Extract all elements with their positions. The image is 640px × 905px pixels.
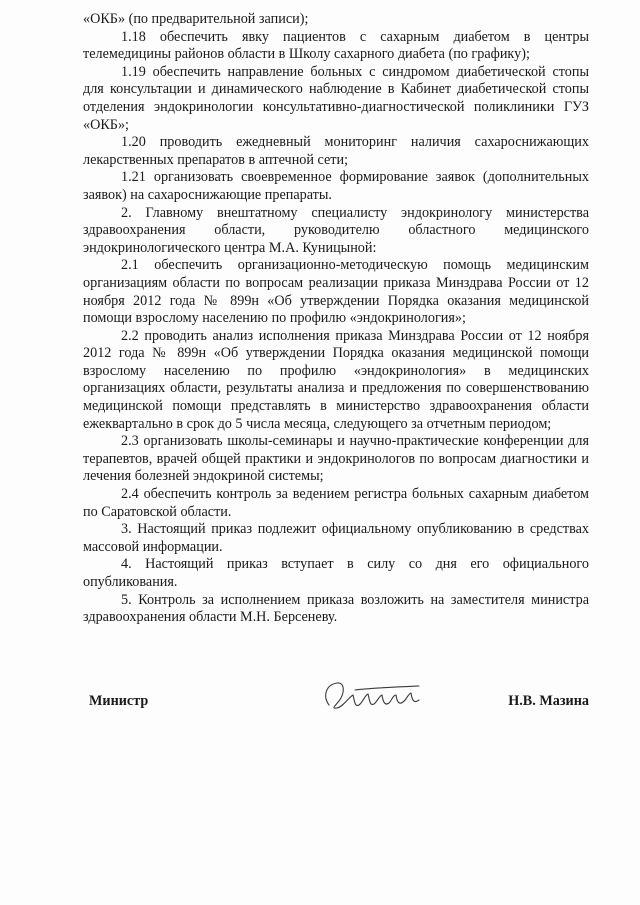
paragraph-item-2-3: 2.3 организовать школы-семинары и научно-практические конференции для терапевтов, врачей общей практики и эндокринологов по вопросам диагностики и лечения болезней эндокриной системы; bbox=[83, 433, 589, 485]
document-body bbox=[83, 11, 589, 627]
paragraph-item-1-20: 1.20 проводить ежедневный мониторинг наличия сахароснижающих лекарственных препаратов в аптечной сети; bbox=[83, 134, 589, 168]
paragraph-item-5: 5. Контроль за исполнением приказа возложить на заместителя министра здравоохранения области М.Н. Берсеневу. bbox=[83, 591, 589, 626]
paragraph-item-1-19: 1.19 обеспечить направление больных с синдромом диабетической стопы для консультации и динамического наблюдение в Кабинет диабетической стопы отделения эндокринологии консультативно-диагностической поликлиники ГУЗ «ОКБ»; bbox=[83, 63, 589, 133]
paragraph-item-1-21: 1.21 организовать своевременное формирование заявок (дополнительных заявок) на сахароснижающие препараты. bbox=[83, 169, 589, 203]
paragraph-item-2: 2. Главному внештатному специалисту эндокринологу министерства здравоохранения области, руководителю областного медицинского эндокринологического центра М.А. Куницыной: bbox=[83, 204, 589, 256]
paragraph-continuation: «ОКБ» (по предварительной записи); bbox=[83, 11, 309, 27]
paragraph-item-3: 3. Настоящий приказ подлежит официальному опубликованию в средствах массовой информации. bbox=[83, 521, 589, 555]
paragraph-item-2-2: 2.2 проводить анализ исполнения приказа Минздрава России от 12 ноября 2012 года № 899н «Об утверждении Порядка оказания медицинской помощи взрослому населению по профилю «эндокринология» в медицинских организациях области, результаты анализа и предложения по совершенствованию медицинской помощи представлять в министерство здравоохранения области ежеквартально в срок до 5 числа месяца, следующего за отчетным периодом; bbox=[83, 327, 589, 432]
paragraph-item-4: 4. Настоящий приказ вступает в силу со дня его официального опубликования. bbox=[83, 556, 589, 590]
signatory-name: Н.В. Мазина bbox=[508, 693, 589, 709]
paragraph-item-2-1: 2.1 обеспечить организационно-методическую помощь медицинским организациям области по вопросам реализации приказа Минздрава России от 12 ноября 2012 года № 899н «Об утверждении Порядка оказания медицинской помощи взрослому населению по профилю «эндокринология»; bbox=[83, 257, 589, 327]
paragraph-item-1-18: 1.18 обеспечить явку пациентов с сахарным диабетом в центры телемедицины районов области в Школу сахарного диабета (по графику); bbox=[83, 28, 589, 63]
paragraph-item-2-4: 2.4 обеспечить контроль за ведением регистра больных сахарным диабетом по Саратовской области. bbox=[83, 486, 589, 520]
signature-block bbox=[83, 675, 589, 735]
signatory-title: Министр bbox=[89, 693, 149, 709]
handwritten-signature bbox=[315, 675, 427, 717]
